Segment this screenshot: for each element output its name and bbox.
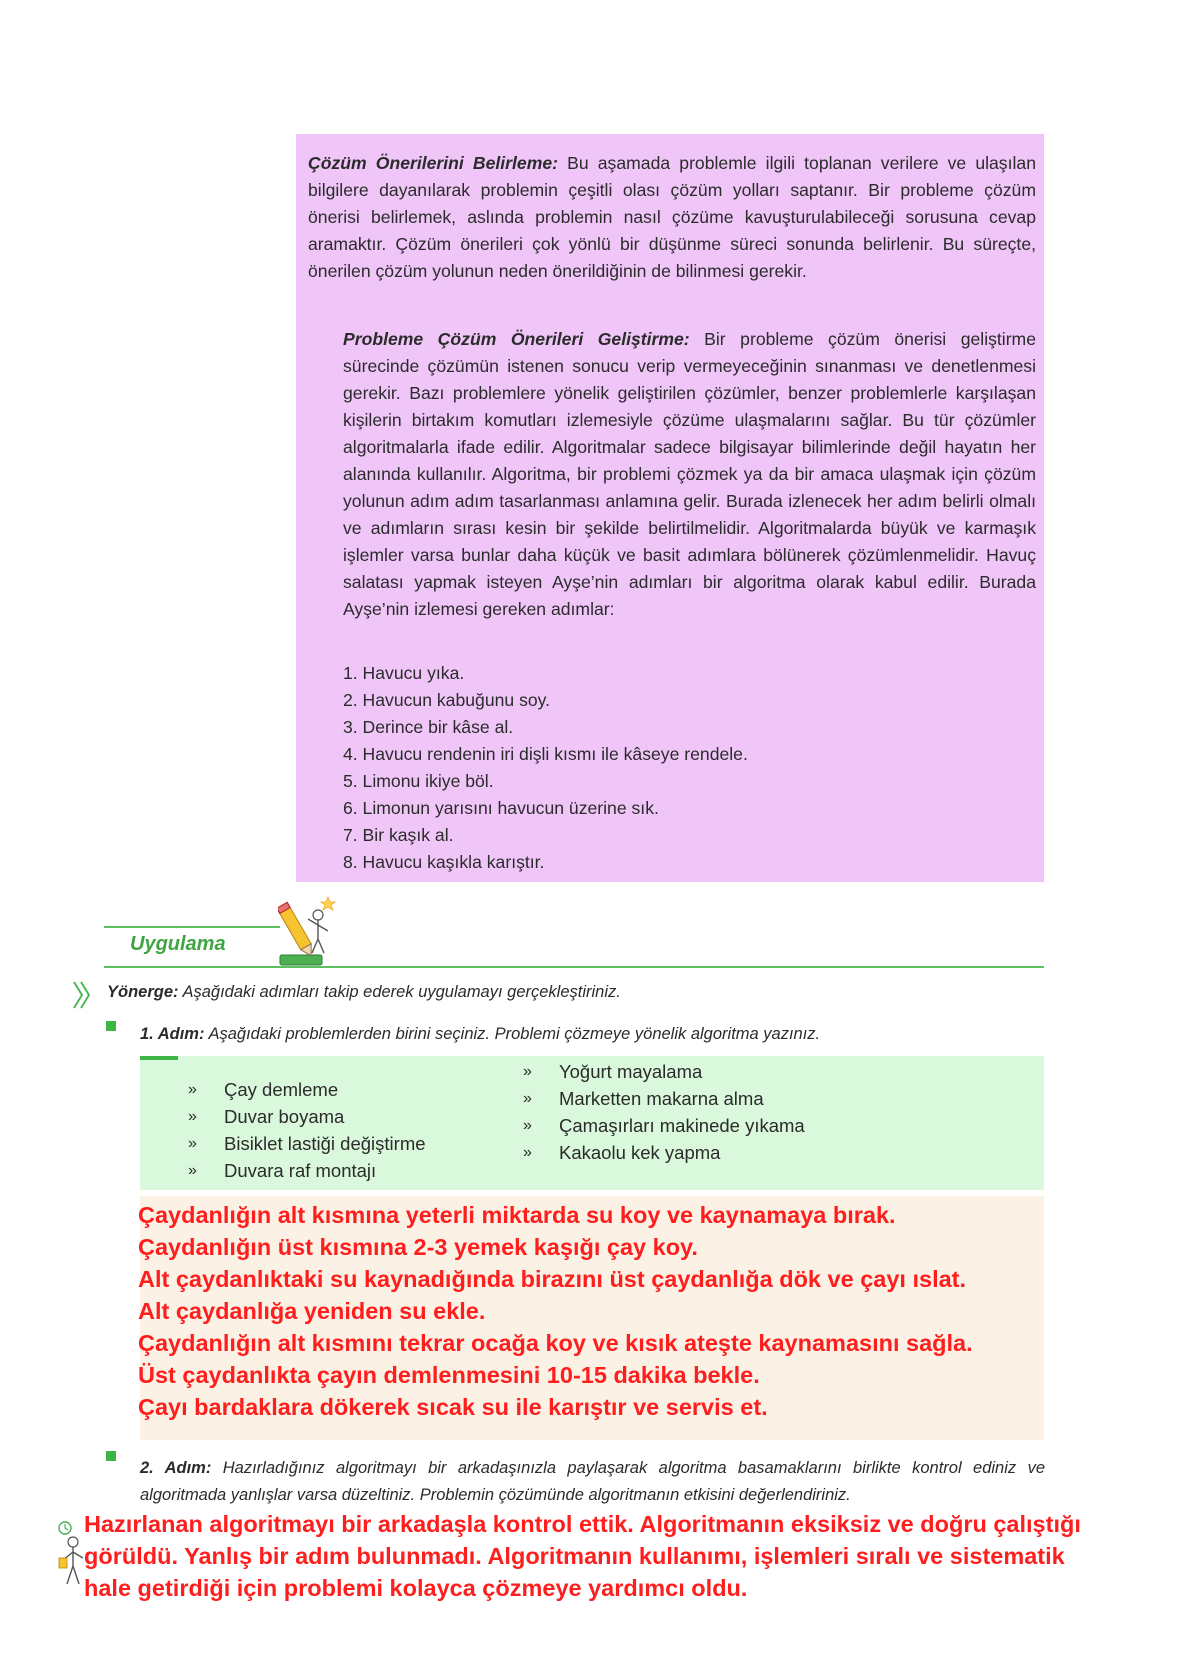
answer-line: görüldü. Yanlış bir adım bulunmadı. Algoritmanın kullanımı, işlemleri sıralı ve sistematik (84, 1543, 1065, 1569)
adim1-text: Aşağıdaki problemlerden birini seçiniz. Problemi çözmeye yönelik algoritma yazınız. (204, 1025, 821, 1043)
square-bullet-icon (106, 1451, 116, 1461)
adim1-instruction (140, 1025, 820, 1044)
adim2-text: Hazırladığınız algoritmayı bir arkadaşınızla paylaşarak algoritma basamaklarını birlikte kontrol ediniz ve algoritmada yanlışlar varsa düzeltiniz. Problemin çözümünde algoritmanın etkisini değerlendiriniz. (140, 1459, 1046, 1504)
square-bullet-icon (106, 1021, 116, 1031)
havuc-steps-list (343, 660, 1023, 876)
option-label: Yoğurt mayalama (559, 1061, 703, 1082)
option-label: Çamaşırları makinede yıkama (559, 1115, 805, 1136)
bullet-marker: » (523, 1063, 532, 1080)
answer-line: Çayı bardaklara dökerek sıcak su ile karıştır ve servis et. (138, 1394, 768, 1420)
answer-line: Alt çaydanlığa yeniden su ekle. (138, 1298, 486, 1324)
gelistirme-paragraph (343, 326, 1036, 623)
bullet-marker: » (523, 1090, 532, 1107)
list-item (523, 1058, 805, 1085)
adim2-instruction (140, 1455, 1045, 1509)
option-label: Duvar boyama (224, 1106, 345, 1127)
option-label: Duvara raf montajı (224, 1160, 377, 1181)
answer2-lines (84, 1508, 1179, 1604)
option-label: Çay demleme (224, 1079, 339, 1100)
step-item: 2. Havucun kabuğunu soy. (343, 690, 551, 710)
list-item (188, 1103, 426, 1130)
answer-line: Çaydanlığın üst kısmına 2-3 yemek kaşığı çay koy. (138, 1234, 698, 1260)
answer-line: Çaydanlığın alt kısmına yeterli miktarda su koy ve kaynamaya bırak. (138, 1202, 896, 1228)
cozum-onerileri-text: Bu aşamada problemle ilgili toplanan verilere ve ulaşılan bilgilere dayanılarak problemin çeşitli olası çözüm yolları saptanır. Bir probleme çözüm önerisi belirlemek, aslında problemin nasıl çözüme kavuşturulabileceği sorusuna cevap aramaktır. Çözüm önerileri çok yönlü bir düşünme süreci sonunda belirlenir. Bu süreçte, önerilen çözüm yolunun neden önerildiğinin de bilinmesi gerekir. (308, 153, 1036, 281)
yonerge-label: Yönerge: (107, 983, 179, 1001)
step-item: 7. Bir kaşık al. (343, 825, 454, 845)
answer-line: Hazırlanan algoritmayı bir arkadaşla kontrol ettik. Algoritmanın eksiksiz ve doğru çalıştığı (84, 1511, 1081, 1537)
gelistirme-text: Bir probleme çözüm önerisi geliştirme sürecinde çözümün istenen sonucu verip vermeyeceğinin sınanması ve denetlenmesi gerekir. Bazı problemlere yönelik geliştirilen çözümler, benzer problemlerle karşılaşan kişilerin birtakım komutları izlemesiyle çözüme ulaşmalarını sağlar. Bu tür çözümler algoritmalarla ifade edilir. Algoritmalar sadece bilgisayar bilimlerinde değil hayatın her alanında kullanılır. Algoritma, bir problemi çözmek ya da bir amaca ulaşmak için çözüm yolunun adım adım tasarlanması anlamına gelir. Burada izlenecek her adım belirli olmalı ve adımların sırası kesin bir şekilde belirtilmelidir. Algoritmalarda büyük ve karmaşık işlemler varsa bunlar daha küçük ve basit adımlara bölünerek çözümlenmelidir. Havuç salatası yapmak isteyen Ayşe’nin adımları bir algoritma olarak kabul edilir. Burada Ayşe’nin izlemesi gereken adımlar: (343, 329, 1036, 619)
bullet-marker: » (188, 1135, 197, 1152)
option-label: Marketten makarna alma (559, 1088, 764, 1109)
answer-line: hale getirdiği için problemi kolayca çözmeye yardımcı oldu. (84, 1575, 748, 1601)
option-label: Kakaolu kek yapma (559, 1142, 721, 1163)
bullet-marker: » (523, 1117, 532, 1134)
step-item: 8. Havucu kaşıkla karıştır. (343, 852, 545, 872)
gelistirme-heading: Probleme Çözüm Önerileri Geliştirme: (343, 329, 690, 349)
step-item: 4. Havucu rendenin iri dişli kısmı ile kâseye rendele. (343, 744, 748, 764)
cozum-onerileri-heading: Çözüm Önerilerini Belirleme: (308, 153, 558, 173)
step-item: 6. Limonun yarısını havucun üzerine sık. (343, 798, 659, 818)
bullet-marker: » (188, 1162, 197, 1179)
cozum-onerileri-paragraph (308, 150, 1036, 285)
green-accent-bar (140, 1056, 178, 1060)
list-item (523, 1112, 805, 1139)
step-item: 3. Derince bir kâse al. (343, 717, 514, 737)
adim1-label: 1. Adım: (140, 1025, 205, 1043)
list-item (523, 1085, 805, 1112)
answer-line: Çaydanlığın alt kısmını tekrar ocağa koy ve kısık ateşte kaynamasını sağla. (138, 1330, 973, 1356)
list-item (188, 1130, 426, 1157)
options-right-list (523, 1058, 805, 1166)
step-item: 5. Limonu ikiye böl. (343, 771, 494, 791)
step-item: 1. Havucu yıka. (343, 663, 465, 683)
adim2-label: 2. Adım: (140, 1459, 212, 1477)
double-chevron-icon (72, 980, 94, 1010)
list-item (523, 1139, 805, 1166)
pencil-person-icon (278, 893, 338, 968)
uygulama-title: Uygulama (130, 933, 226, 955)
answer-line: Üst çaydanlıkta çayın demlenmesini 10-15 dakika bekle. (138, 1362, 760, 1388)
bullet-marker: » (188, 1108, 197, 1125)
bullet-marker: » (523, 1144, 532, 1161)
options-left-list (188, 1076, 426, 1184)
list-item (188, 1076, 426, 1103)
option-label: Bisiklet lastiği değiştirme (224, 1133, 426, 1154)
answer-line: Alt çaydanlıktaki su kaynadığında birazını üst çaydanlığa dök ve çayı ıslat. (138, 1266, 967, 1292)
uygulama-bottom-rule (104, 966, 1044, 968)
bullet-marker: » (188, 1081, 197, 1098)
yonerge-instruction (107, 983, 621, 1002)
answer1-lines (138, 1199, 973, 1423)
yonerge-text: Aşağıdaki adımları takip ederek uygulamayı gerçekleştiriniz. (178, 983, 621, 1001)
list-item (188, 1157, 426, 1184)
uygulama-top-rule (104, 926, 280, 928)
